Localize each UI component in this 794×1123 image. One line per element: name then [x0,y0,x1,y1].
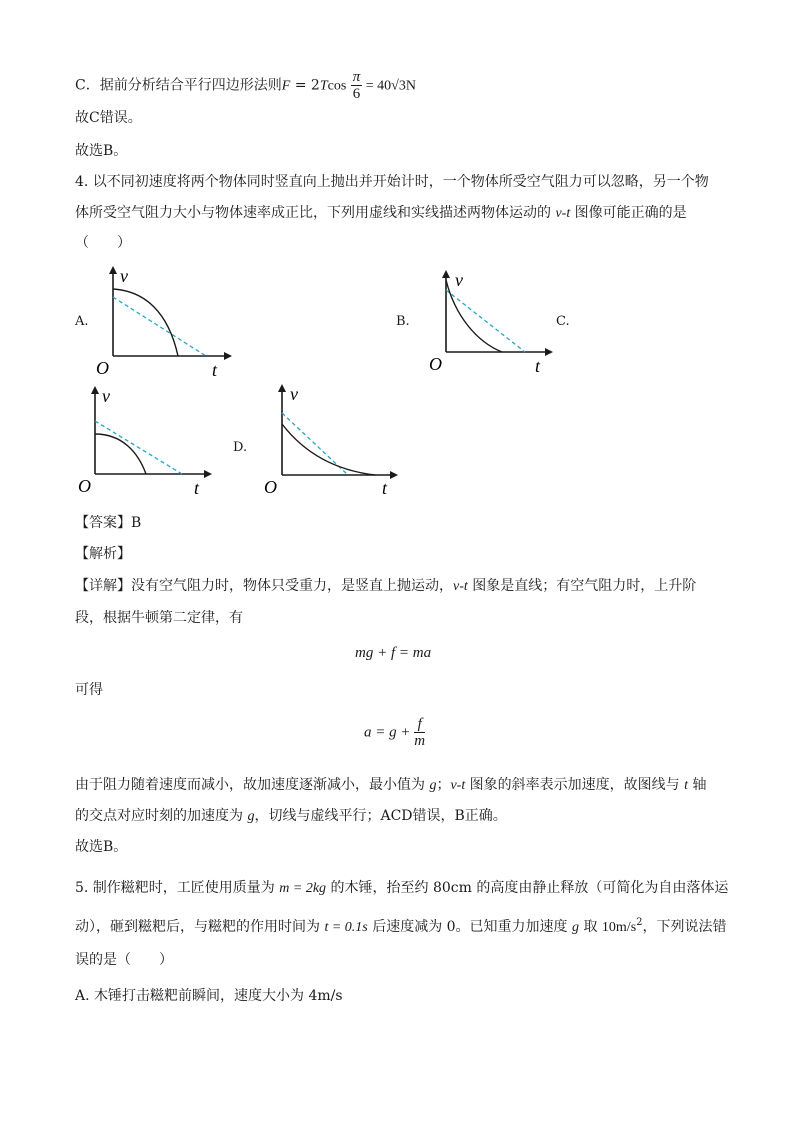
q5-stem-line3: 误的是（ ） [75,952,173,968]
q3-fraction: $\frac{\pi}{6}$ [352,69,361,102]
q4-detail-line1: 【详解】没有空气阻力时，物体只受重力，是竖直上抛运动，v-t 图象是直线；有空气阻力时，上升阶 [75,578,697,594]
axis-label-t: t [194,478,200,498]
q4-stem-line1: 4. 以不同初速度将两个物体同时竖直向上抛出并开始计时，一个物体所受空气阻力可以忽略，另一个物 [75,174,709,190]
q4-accel-fraction: $\frac{f}{m}$ [414,716,426,749]
dashed-line [95,421,182,474]
q3-c-conclusion: 故C错误。 [75,110,142,126]
y-axis-arrow-icon [442,270,450,278]
q5-stem-line2: 动），砸到糍粑后，与糍粑的作用时间为 t = 0.1s 后速度减为 0。已知重力加速度 g 取 $10m/s^2$，下列说法错 [75,917,727,935]
origin-label: O [429,354,442,374]
solid-curve [113,289,178,356]
q4-choose: 故选B。 [75,839,128,855]
axis-label-t: t [382,478,388,498]
dashed-line [113,297,206,356]
q4-explanation-line2: 的交点对应时刻的加速度为 g，切线与虚线平行；ACD错误，B正确。 [75,808,507,824]
y-axis-arrow-icon [109,266,117,274]
q3-option-c: C．据前分析结合平行四边形法则F = 2Tcos $\frac{\pi}{6}$ = 40√3N [75,69,416,102]
origin-label: O [78,476,91,496]
origin-label: O [264,477,277,497]
q5-option-a: A. 木锤打击糍粑前瞬间，速度大小为 4m/s [75,988,343,1004]
solid-curve [446,280,502,352]
x-axis-arrow-icon [204,470,212,478]
q4-option-c-label: C. [556,314,570,329]
y-axis-arrow-icon [91,386,99,394]
q4-explanation-line1: 由于阻力随着速度而减小，故加速度逐渐减小，最小值为 g；v-t 图象的斜率表示加速度，故图线与 t 轴 [75,777,707,793]
axis-label-t: t [212,360,218,380]
q4-gives: 可得 [75,682,103,698]
axis-label-v: v [102,386,110,406]
axis-label-v: v [120,266,128,286]
axis-label-v: v [455,270,463,290]
q4-stem-line2: 体所受空气阻力大小与物体速率成正比，下列用虚线和实线描述两物体运动的 v-t 图像可能正确的是 [75,205,687,221]
q4-detail-line2: 段，根据牛顿第二定律，有 [75,610,243,626]
q4-analysis-label: 【解析】 [75,546,131,562]
q3-choose: 故选B。 [75,143,128,159]
q4-graph-c [74,382,214,498]
x-axis-arrow-icon [545,348,553,356]
q4-graph-b [425,268,555,376]
q4-answer-bracket: （ ） [75,235,131,251]
q4-option-b-label: B. [396,314,410,329]
q5-stem-line1: 5. 制作糍粑时，工匠使用质量为 m = 2kg 的木锤，抬至约 80cm 的高度由静止释放（可简化为自由落体运 [75,880,729,896]
origin-label: O [96,358,109,378]
solid-curve [95,434,146,474]
q4-option-a-label: A. [75,314,89,329]
axis-label-t: t [535,356,541,376]
solid-curve [282,424,375,475]
q4-option-d-label: D. [233,440,248,455]
x-axis-arrow-icon [224,352,232,360]
y-axis-arrow-icon [278,384,286,392]
q4-graph-d [262,380,402,498]
x-axis-arrow-icon [390,471,398,479]
axis-label-v: v [290,384,298,404]
q4-graph-a [92,264,232,380]
q4-answer: 【答案】B [75,515,142,531]
q4-equation-accel: a = g + $\frac{f}{m}$ [364,716,426,749]
q4-equation-newton: mg + f = ma [355,645,432,661]
